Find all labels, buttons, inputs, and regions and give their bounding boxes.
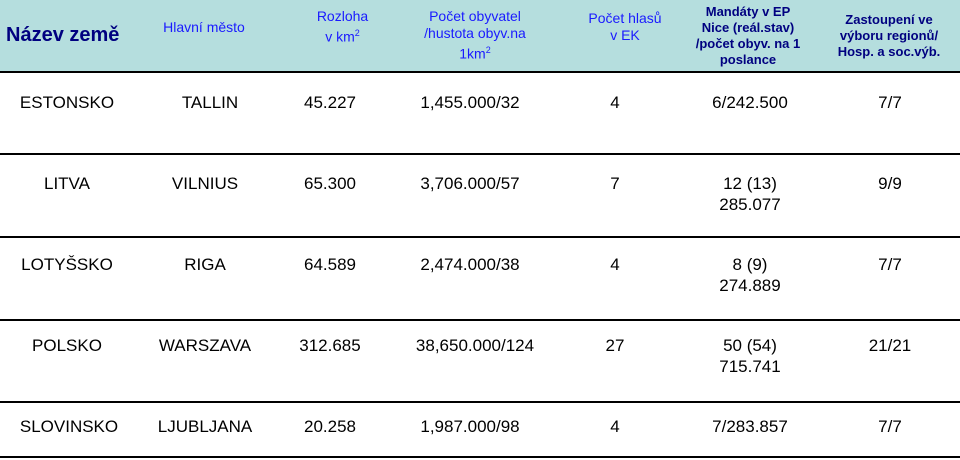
cell-votes: 4: [610, 93, 620, 112]
cell-mandates-line1: 6/242.500: [712, 93, 788, 112]
header-mandates-line3: /počet obyv. na 1: [695, 35, 801, 51]
header-country-text: Název země: [6, 24, 120, 46]
header-mandates: [678, 0, 818, 71]
header-votes-line1: Počet hlasů: [588, 10, 662, 26]
header-population-unit: 1km: [459, 45, 486, 62]
cell-votes: 7: [610, 174, 620, 193]
cell-population: 3,706.000/57: [420, 174, 520, 193]
cell-votes: 4: [610, 255, 620, 274]
cell-population: 38,650.000/124: [415, 336, 535, 355]
cell-population: 1,455.000/32: [420, 93, 520, 112]
cell-mandates: [670, 92, 830, 113]
header-representation-line1: Zastoupení ve: [845, 11, 933, 27]
cell-representation: 7/7: [878, 93, 902, 112]
cell-country: LOTYŠSKO: [21, 255, 113, 274]
table-row: [0, 73, 960, 155]
cell-mandates: [670, 173, 830, 215]
header-mandates-line2: Nice (reál.stav): [701, 19, 795, 35]
cell-area: 20.258: [304, 417, 356, 436]
cell-mandates-line1: 50 (54): [723, 336, 777, 355]
header-representation-line3: Hosp. a soc.výb.: [837, 43, 941, 59]
cell-representation: 9/9: [878, 174, 902, 193]
cell-mandates-line1: 8 (9): [732, 255, 768, 274]
cell-mandates: [670, 416, 830, 437]
header-area: [290, 0, 395, 71]
header-country: [0, 0, 140, 71]
cell-votes: 27: [605, 336, 625, 355]
cell-population: 2,474.000/38: [420, 255, 520, 274]
cell-country: SLOVINSKO: [19, 417, 119, 436]
table-row: [0, 321, 960, 403]
cell-capital: VILNIUS: [171, 174, 239, 193]
cell-country: LITVA: [44, 174, 90, 193]
cell-mandates-line1: 7/283.857: [712, 417, 788, 436]
cell-country: ESTONSKO: [19, 93, 115, 112]
cell-mandates-line2: 715.741: [719, 357, 781, 376]
cell-representation: 7/7: [878, 255, 902, 274]
cell-mandates-line2: 285.077: [719, 195, 781, 214]
header-capital-text: Hlavní město: [163, 19, 245, 35]
cell-area: 65.300: [304, 174, 356, 193]
cell-representation: 21/21: [868, 336, 912, 355]
table-row: [0, 155, 960, 238]
header-population: [405, 0, 545, 71]
header-population-line1: Počet obyvatel: [429, 8, 521, 25]
header-representation-line2: výboru regionů/: [839, 27, 939, 43]
header-mandates-line4: poslance: [719, 51, 777, 67]
header-population-sup: 2: [485, 45, 491, 56]
cell-mandates: [670, 254, 830, 296]
header-area-line1: Rozloha: [316, 8, 369, 25]
header-capital: [134, 0, 274, 63]
header-area-line2: [325, 25, 360, 46]
cell-area: 64.589: [304, 255, 356, 274]
header-area-sup: 2: [354, 28, 360, 39]
cell-area: 45.227: [304, 93, 356, 112]
header-area-unit: v km: [325, 28, 355, 45]
cell-capital: LJUBLJANA: [157, 417, 253, 436]
header-mandates-line1: Mandáty v EP: [705, 3, 791, 19]
table-row: [0, 403, 960, 458]
cell-country: POLSKO: [32, 336, 102, 355]
header-population-line3: [459, 42, 490, 63]
table-header: [0, 0, 960, 73]
cell-mandates-line2: 274.889: [719, 276, 781, 295]
cell-capital: RIGA: [184, 255, 226, 274]
cell-mandates-line1: 12 (13): [723, 174, 777, 193]
cell-representation: 7/7: [878, 417, 902, 436]
header-representation: [818, 0, 960, 71]
cell-votes: 4: [610, 417, 620, 436]
cell-capital: WARSZAVA: [158, 336, 252, 355]
header-population-line2: /hustota obyv.na: [424, 25, 526, 42]
header-votes: [555, 0, 695, 71]
cell-population: 1,987.000/98: [420, 417, 520, 436]
cell-capital: TALLIN: [181, 93, 239, 112]
cell-area: 312.685: [299, 336, 361, 355]
table-row: [0, 238, 960, 321]
header-votes-line2: v EK: [610, 27, 640, 43]
cell-mandates: [670, 335, 830, 377]
